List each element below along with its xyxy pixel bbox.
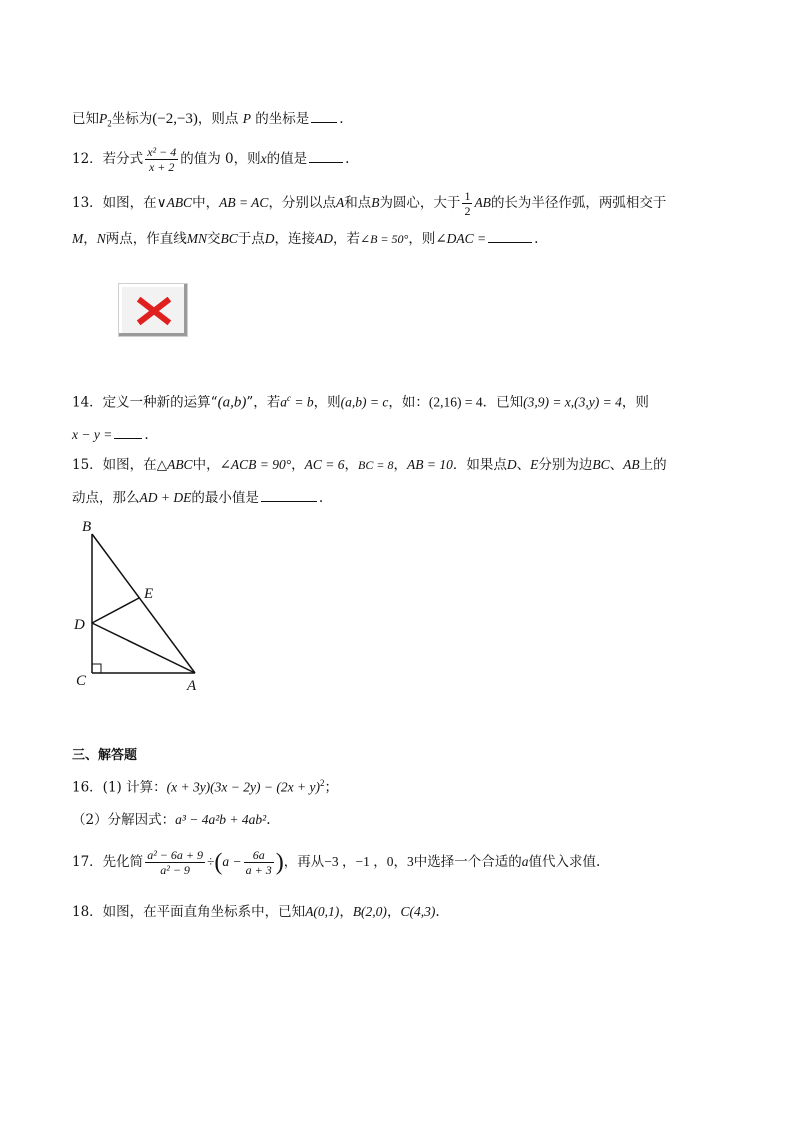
q16-part2-end: . [266, 812, 271, 828]
q13-l2-mid6: ，则 [408, 231, 436, 247]
q17-right-paren: ) [275, 849, 284, 876]
q17-suffix: 值代入求值. [528, 854, 601, 870]
q17-inner-a: a − [222, 854, 242, 869]
q13-l2-mid3: 于点 [237, 231, 265, 247]
q15-mid3: 分别为边 [538, 457, 593, 473]
q14-example: (2,16) = 4 [428, 394, 483, 410]
q17-fraction [145, 848, 205, 877]
q15-l2-expr: AD + DE [139, 490, 192, 505]
label-e: E [144, 586, 154, 602]
segment-da [92, 623, 195, 673]
q13-l2-mid2: 交 [207, 231, 221, 247]
q11-coords: (−2,−3) [152, 111, 198, 127]
q14-expr-rhs: = b [291, 394, 314, 410]
q13-ad: AD [315, 231, 334, 246]
q13-ab: AB [474, 195, 491, 210]
q14-mid4: ．已知 [482, 394, 524, 411]
q11-point: P [99, 111, 108, 126]
q14-mid3: ，如： [388, 394, 429, 411]
q15-mid2: ．如果点 [452, 457, 507, 473]
q11-end: . [339, 111, 344, 127]
question-13-line-1 [72, 188, 666, 218]
q15-triangle-figure [68, 512, 218, 697]
q11-mid2: ，则点 [197, 111, 239, 127]
q17-left-paren: ( [214, 849, 223, 876]
q17-choices: −3 ，−1 ，0，3 [324, 854, 414, 869]
q12-end: . [345, 151, 350, 167]
q11-prefix: 已知 [72, 111, 99, 127]
q15-c3: BC = 8 [358, 458, 394, 472]
q18-end: . [435, 904, 440, 920]
q12-frac-den: x + 2 [148, 160, 175, 174]
q14-op: (a,b) [217, 394, 247, 411]
question-14-line-2 [72, 424, 149, 445]
q13-frac-num: 1 [464, 189, 471, 203]
q13-end: . [534, 231, 539, 247]
q14-expr-base: a [280, 394, 287, 410]
q18-point-b: B(2,0) [352, 904, 387, 919]
q13-label: 13．如图，在 [72, 195, 157, 211]
q15-c1: ∠ACB = 90° [219, 457, 292, 472]
q15-l2-pre: 动点，那么 [72, 490, 140, 506]
q13-b: B [371, 195, 380, 210]
q18-sep2: ， [386, 904, 401, 920]
q12-answer-blank[interactable] [309, 148, 343, 163]
q17-mid: ，再从 [283, 854, 325, 870]
q15-sep: 、 [516, 457, 531, 473]
q16-part2-expr: a³ − 4a²b + 4ab² [175, 812, 267, 827]
question-12 [72, 144, 349, 174]
q14-expr3: (a,b) = c [340, 394, 389, 410]
q15-e: E [530, 457, 539, 472]
q13-a: A [335, 195, 345, 210]
question-13-line-2 [72, 228, 538, 249]
q17-mid2: 中选择一个合适的 [413, 854, 522, 870]
q15-answer-blank[interactable] [261, 487, 317, 502]
q17-inner-num: 6a [244, 848, 274, 863]
q17-var: a [521, 854, 529, 869]
q11-sub: 2 [107, 118, 112, 129]
q13-bc: BC [220, 231, 238, 246]
q13-l2-mid5: ，若 [333, 231, 361, 247]
q12-label: 12．若分式 [72, 151, 144, 167]
question-14-line-1 [72, 388, 649, 413]
q13-mn: MN [186, 231, 208, 246]
q14-expr-exp: c [287, 393, 291, 403]
q13-d: D [264, 231, 275, 246]
q12-var: x [260, 151, 267, 166]
broken-image-placeholder [118, 283, 188, 337]
q13-sep: ， [83, 231, 97, 247]
q13-mid2: ，分别以点 [268, 195, 336, 211]
q18-point-a: A(0,1) [305, 904, 340, 919]
q15-d: D [506, 457, 517, 472]
segment-de [92, 598, 139, 623]
q14-answer-blank[interactable] [114, 424, 142, 439]
label-a: A [187, 678, 197, 694]
q17-label: 17．先化简 [72, 854, 144, 870]
q13-n: N [96, 231, 106, 246]
q16-exp: 2 [319, 778, 325, 788]
q13-mid5: 的长为半径作弧，两弧相交于 [490, 195, 667, 211]
q18-label: 18．如图，在平面直角坐标系中，已知 [72, 904, 306, 920]
q13-answer-blank[interactable] [488, 228, 532, 243]
q11-suffix: 的坐标是 [255, 111, 310, 127]
q13-fraction [462, 189, 472, 218]
q13-mid4: 为圆心，大于 [379, 195, 461, 211]
q13-l2-mid: 两点，作直线 [105, 231, 187, 247]
q15-mid4: 上的 [639, 457, 667, 473]
q13-angle-b: ∠B = 50° [360, 232, 409, 246]
label-c: C [76, 673, 87, 689]
q15-mid: 中， [192, 457, 220, 473]
q17-frac-den: a² − 9 [160, 863, 190, 877]
q15-end: . [318, 490, 324, 506]
q15-c2: AC = 6 [304, 457, 345, 472]
red-x-icon [119, 284, 189, 338]
q14-label: 14．定义一种新的运算“ [72, 394, 218, 411]
q13-eq: AB = AC [219, 195, 269, 210]
q11-point2: P [242, 111, 251, 126]
q13-mid3: 和点 [344, 195, 372, 211]
right-angle-mark [92, 664, 101, 673]
q15-bc: BC [592, 457, 610, 472]
q17-frac-num: a² − 6a + 9 [147, 848, 203, 862]
question-15-line-2 [72, 487, 323, 508]
q15-ab: AB [623, 457, 640, 472]
q17-divide: ÷ [206, 854, 215, 869]
q14-mid: ”，若 [246, 394, 281, 411]
segment-ab [92, 534, 195, 673]
question-18 [72, 902, 440, 922]
label-d: D [74, 617, 85, 633]
question-16-line-1 [72, 773, 338, 798]
q14-l2-expr: x − y = [72, 427, 113, 442]
q17-inner-fraction [244, 848, 274, 877]
q12-frac-num: x² − 4 [147, 145, 177, 159]
q15-c4: AB = 10 [406, 457, 453, 472]
question-16-line-2 [72, 810, 271, 830]
q13-mid: 中， [192, 195, 220, 211]
question-15-line-1: 15．如图，在△ABC中，∠ACB = 90°，AC = 6，BC = 8，AB = 10．如果点D、E分别为边BC、AB上的 [72, 457, 667, 473]
q18-sep1: ， [339, 904, 353, 920]
question-17 [72, 845, 600, 880]
q11-mid: 坐标为 [111, 111, 153, 127]
q14-mid5: ，则 [621, 394, 649, 411]
q15-triangle: △ABC [156, 457, 193, 472]
q11-answer-blank[interactable] [311, 108, 337, 123]
q13-m: M [72, 231, 84, 246]
q12-mid: 的值为 0，则 [180, 151, 261, 167]
q16-label: 16．(1) 计算： [72, 779, 167, 796]
q14-mid2: ，则 [313, 394, 341, 411]
q15-sep2: 、 [609, 457, 624, 473]
q13-frac-den: 2 [464, 204, 471, 218]
q15-l2-suffix: 的最小值是 [191, 490, 259, 506]
q16-part2-label: （2）分解因式： [72, 812, 176, 828]
q13-triangle: ∨ABC [156, 195, 193, 210]
q12-fraction [145, 145, 178, 174]
q17-inner-den: a + 3 [245, 863, 272, 877]
q13-angle-dac: ∠DAC = [435, 231, 487, 246]
question-11 [72, 108, 344, 134]
q14-end: . [144, 427, 149, 443]
label-b: B [82, 519, 92, 535]
q16-end: ； [324, 779, 338, 796]
q12-suffix: 的值是 [266, 151, 308, 167]
q18-point-c: C(4,3) [400, 904, 436, 919]
q15-label: 15．如图，在 [72, 457, 157, 473]
q16-expr: (x + 3y)(3x − 2y) − (2x + y) [166, 779, 320, 795]
q14-given: (3,9) = x,(3,y) = 4 [523, 394, 622, 410]
section-title: 三、解答题 [72, 748, 138, 763]
q13-l2-mid4: ，连接 [274, 231, 316, 247]
